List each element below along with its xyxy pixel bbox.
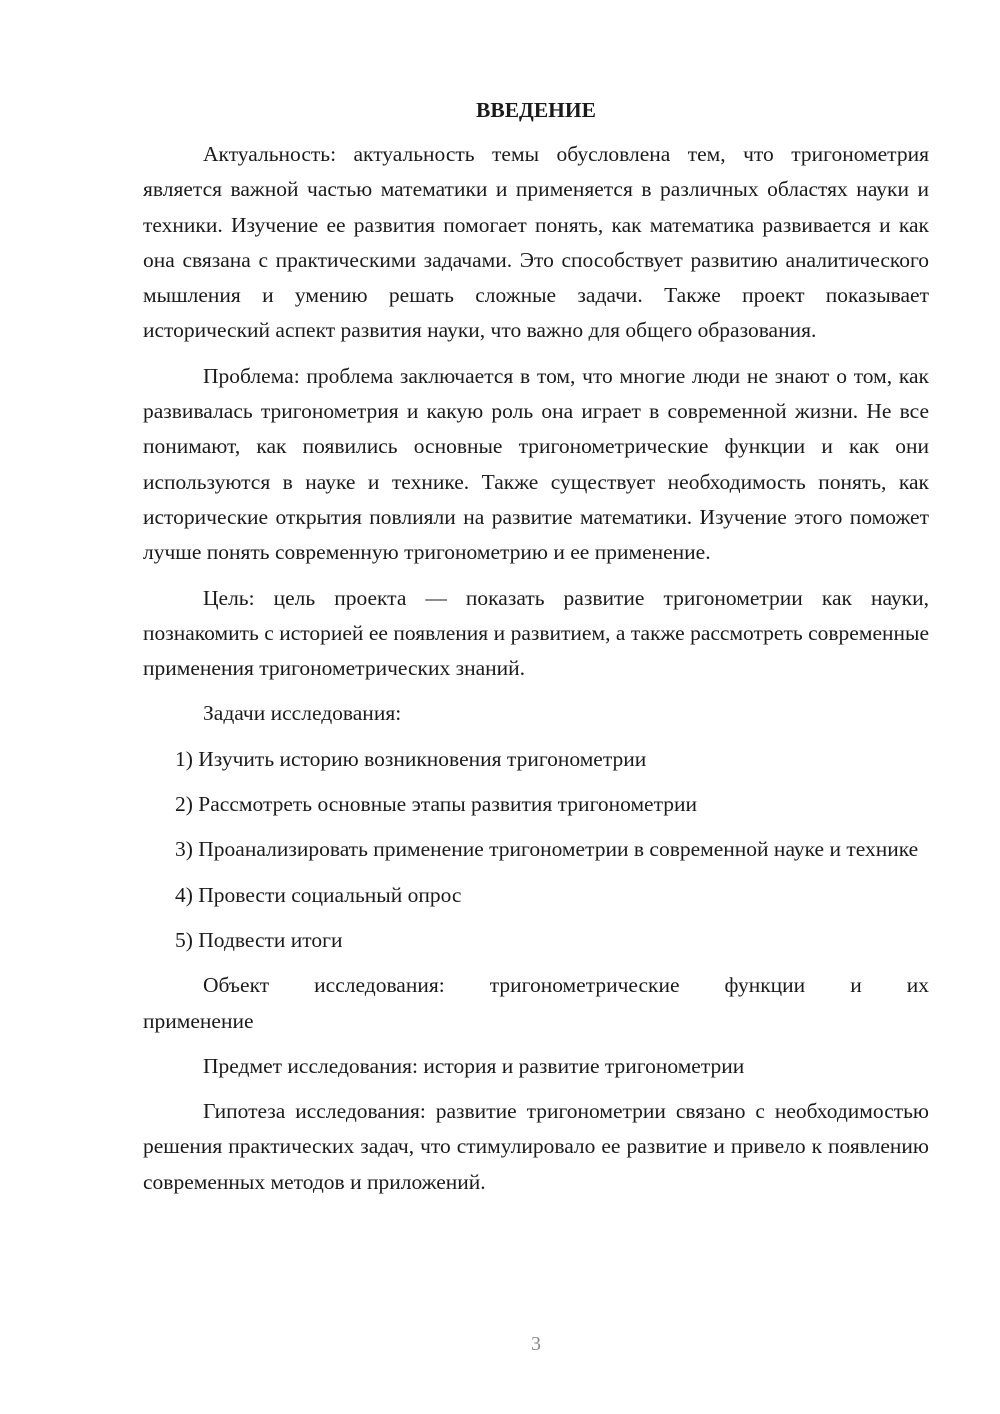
subject-paragraph: Предмет исследования: история и развитие тригонометрии xyxy=(203,1053,745,1078)
task-item: 2) Рассмотреть основные этапы развития тригонометрии xyxy=(175,792,698,817)
task-item: 4) Провести социальный опрос xyxy=(175,882,462,907)
object-paragraph xyxy=(143,968,929,1039)
goal-paragraph: Цель: цель проекта — показать развитие тригонометрии как науки, познакомить с историей ее появления и развитием, а также рассмотреть современные применения тригонометрических знаний. xyxy=(143,585,929,681)
page-number: 3 xyxy=(531,1333,541,1355)
object-line: применение xyxy=(143,1008,254,1033)
task-item: 5) Подвести итоги xyxy=(175,927,343,952)
object-line: Объект исследования: тригонометрические функции и их xyxy=(203,973,929,998)
section-heading: ВВЕДЕНИЕ xyxy=(476,98,596,122)
problem-paragraph: Проблема: проблема заключается в том, что многие люди не знают о том, как развивалась тригонометрия и какую роль она играет в современной жизни. Не все понимают, как появились основные тригонометрические функции и как они используются в науке и технике. Также существует необходимость понять, как исторические открытия повлияли на развитие математики. Изучение этого поможет лучше понять современную тригонометрию и ее применение. xyxy=(143,363,929,565)
page-content xyxy=(143,95,929,1210)
hypothesis-paragraph: Гипотеза исследования: развитие тригонометрии связано с необходимостью решения практических задач, что стимулировало ее развитие и привело к появлению современных методов и приложений. xyxy=(143,1099,929,1194)
task-item: 1) Изучить историю возникновения тригонометрии xyxy=(175,746,647,771)
relevance-paragraph: Актуальность: актуальность темы обусловлена тем, что тригонометрия является важной частью математики и применяется в различных областях науки и техники. Изучение ее развития помогает понять, как математика развивается и как она связана с практическими задачами. Это способствует развитию аналитического мышления и умению решать сложные задачи. Также проект показывает исторический аспект развития науки, что важно для общего образования. xyxy=(143,142,929,343)
tasks-title: Задачи исследования: xyxy=(203,701,402,726)
task-item: 3) Проанализировать применение тригонометрии в современной науке и технике xyxy=(175,837,919,862)
